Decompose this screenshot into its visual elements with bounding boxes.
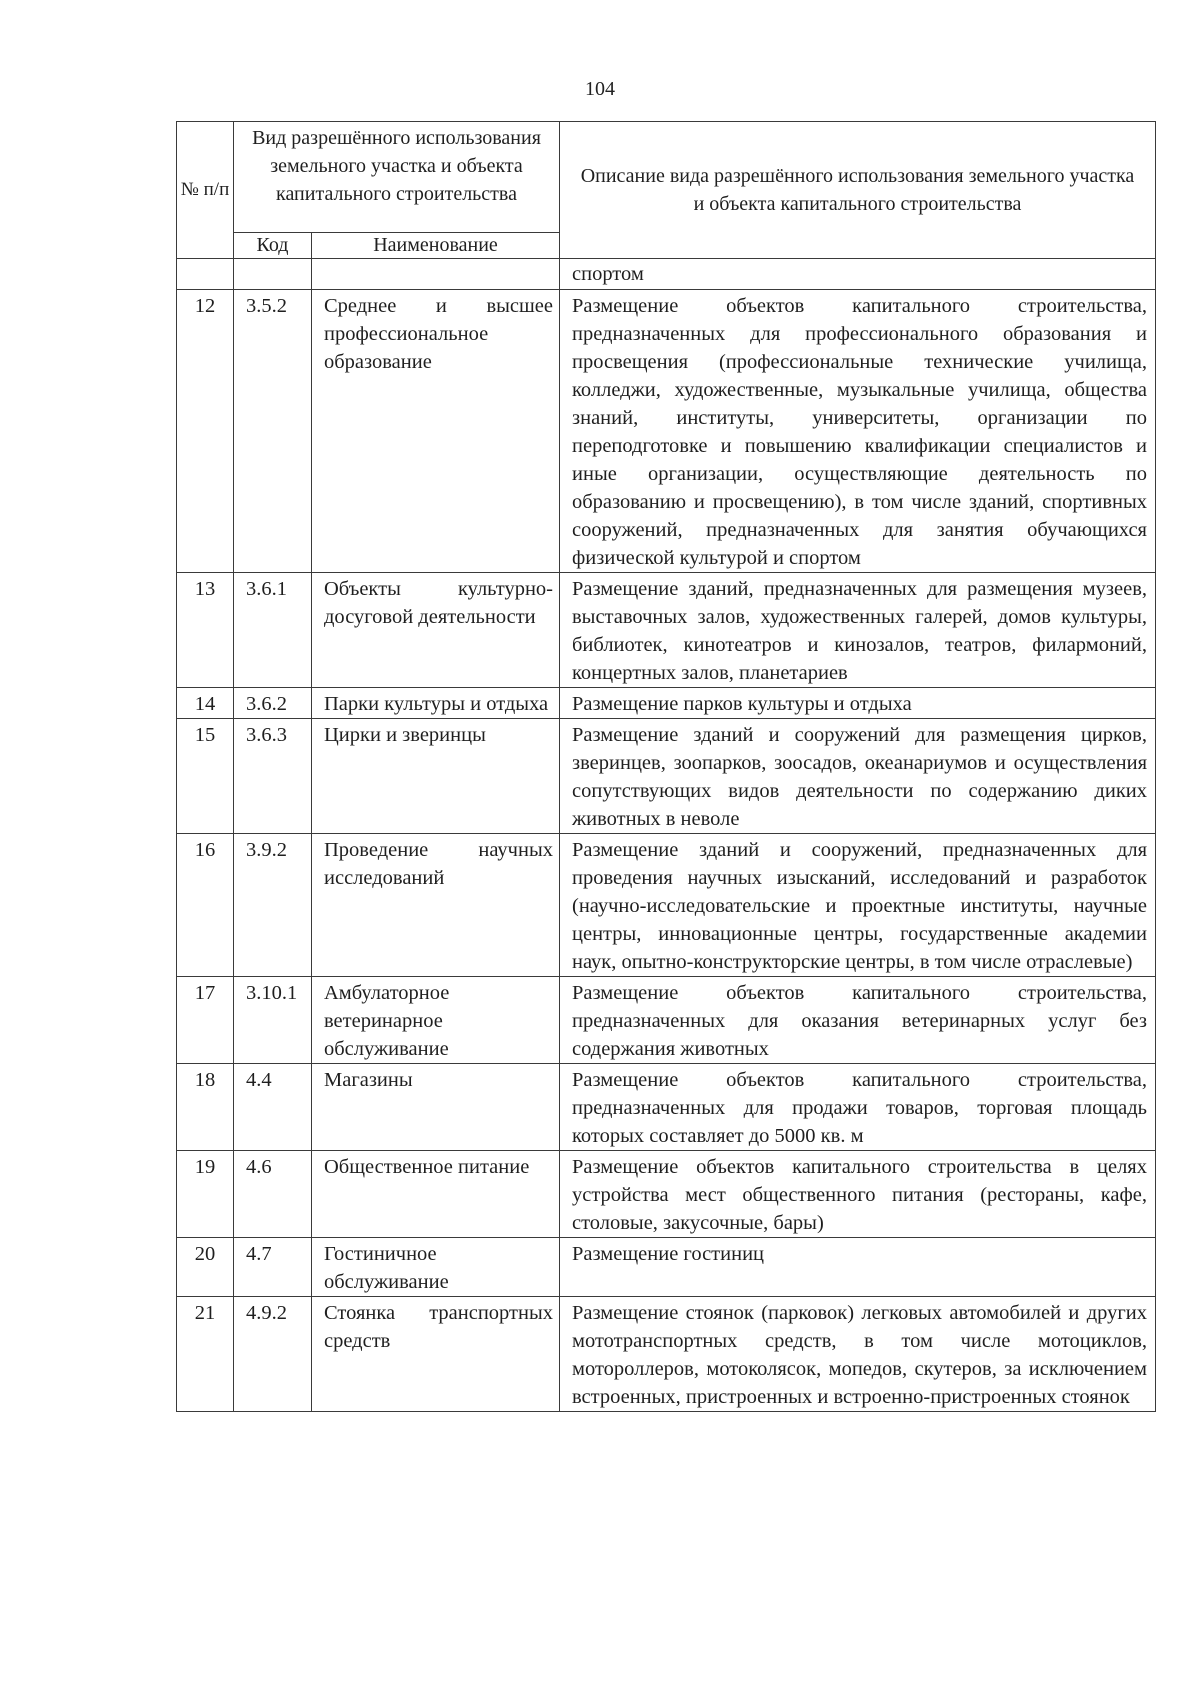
row-number: 13 [177,573,234,688]
table-row [177,573,1156,688]
table-row [177,1297,1156,1412]
column-header-name: Наименование [312,233,560,259]
row-name: Гостиничное обслуживание [312,1238,560,1297]
table-row [177,719,1156,834]
row-number: 16 [177,834,234,977]
row-code: 4.6 [234,1151,312,1238]
row-number: 17 [177,977,234,1064]
row-description: Размещение объектов капитального строительства, предназначенных для оказания ветеринарных услуг без содержания животных [560,977,1156,1064]
continuation-name-cell [312,259,560,290]
row-number: 14 [177,688,234,719]
row-code: 4.7 [234,1238,312,1297]
table-row [177,1238,1156,1297]
row-name: Стоянка транспортных средств [312,1297,560,1412]
row-code: 3.6.2 [234,688,312,719]
row-description: Размещение зданий и сооружений для размещения цирков, зверинцев, зоопарков, зоосадов, океанариумов и осуществления сопутствующих видов деятельности по содержанию диких животных в неволе [560,719,1156,834]
row-name: Амбулаторное ветеринарное обслуживание [312,977,560,1064]
row-number: 21 [177,1297,234,1412]
table-row [177,688,1156,719]
table-row [177,1151,1156,1238]
table-header-row [177,122,1156,233]
row-description: Размещение объектов капитального строительства, предназначенных для профессионального образования и просвещения (профессиональные технические училища, колледжи, художественные, музыкальные училища, общества знаний, институты, университеты, организации по переподготовке и повышению квалификации специалистов и иные организации, осуществляющие деятельность по образованию и просвещению), в том числе зданий, спортивных сооружений, предназначенных для занятия обучающихся физической культурой и спортом [560,290,1156,573]
row-code: 3.6.3 [234,719,312,834]
row-code: 3.5.2 [234,290,312,573]
row-name: Среднее и высшее профессиональное образование [312,290,560,573]
row-number: 20 [177,1238,234,1297]
column-header-number: № п/п [177,122,234,259]
row-name: Цирки и зверинцы [312,719,560,834]
continuation-description: спортом [560,259,1156,290]
page-number: 104 [585,78,615,100]
row-description: Размещение стоянок (парковок) легковых автомобилей и других мототранспортных средств, в том числе мотоциклов, мотороллеров, мотоколясок, мопедов, скутеров, за исключением встроенных, пристроенных и встроенно-пристроенных стоянок [560,1297,1156,1412]
row-name: Проведение научных исследований [312,834,560,977]
row-code: 3.10.1 [234,977,312,1064]
column-header-description: Описание вида разрешённого использования земельного участка и объекта капитального строительства [560,122,1156,259]
row-description: Размещение гостиниц [560,1238,1156,1297]
column-header-use-type: Вид разрешённого использования земельного участка и объекта капитального строительства [234,122,560,233]
row-code: 3.6.1 [234,573,312,688]
table-row [177,290,1156,573]
row-code: 3.9.2 [234,834,312,977]
row-number: 18 [177,1064,234,1151]
table-row [177,834,1156,977]
row-description: Размещение объектов капитального строительства, предназначенных для продажи товаров, торговая площадь которых составляет до 5000 кв. м [560,1064,1156,1151]
table-row [177,977,1156,1064]
row-name: Магазины [312,1064,560,1151]
continuation-code-cell [234,259,312,290]
row-name: Парки культуры и отдыха [312,688,560,719]
row-description: Размещение зданий и сооружений, предназначенных для проведения научных изысканий, исследований и разработок (научно-исследовательские и проектные институты, научные центры, инновационные центры, государственные академии наук, опытно-конструкторские центры, в том числе отраслевые) [560,834,1156,977]
continuation-row [177,259,1156,290]
row-code: 4.9.2 [234,1297,312,1412]
row-description: Размещение зданий, предназначенных для размещения музеев, выставочных залов, художественных галерей, домов культуры, библиотек, кинотеатров и кинозалов, театров, филармоний, концертных залов, планетариев [560,573,1156,688]
continuation-number-cell [177,259,234,290]
land-use-table [176,121,1156,1412]
column-header-code: Код [234,233,312,259]
row-name: Общественное питание [312,1151,560,1238]
row-description: Размещение объектов капитального строительства в целях устройства мест общественного питания (рестораны, кафе, столовые, закусочные, бары) [560,1151,1156,1238]
row-name: Объекты культурно-досуговой деятельности [312,573,560,688]
row-number: 15 [177,719,234,834]
row-number: 12 [177,290,234,573]
table-row [177,1064,1156,1151]
row-number: 19 [177,1151,234,1238]
row-code: 4.4 [234,1064,312,1151]
row-description: Размещение парков культуры и отдыха [560,688,1156,719]
